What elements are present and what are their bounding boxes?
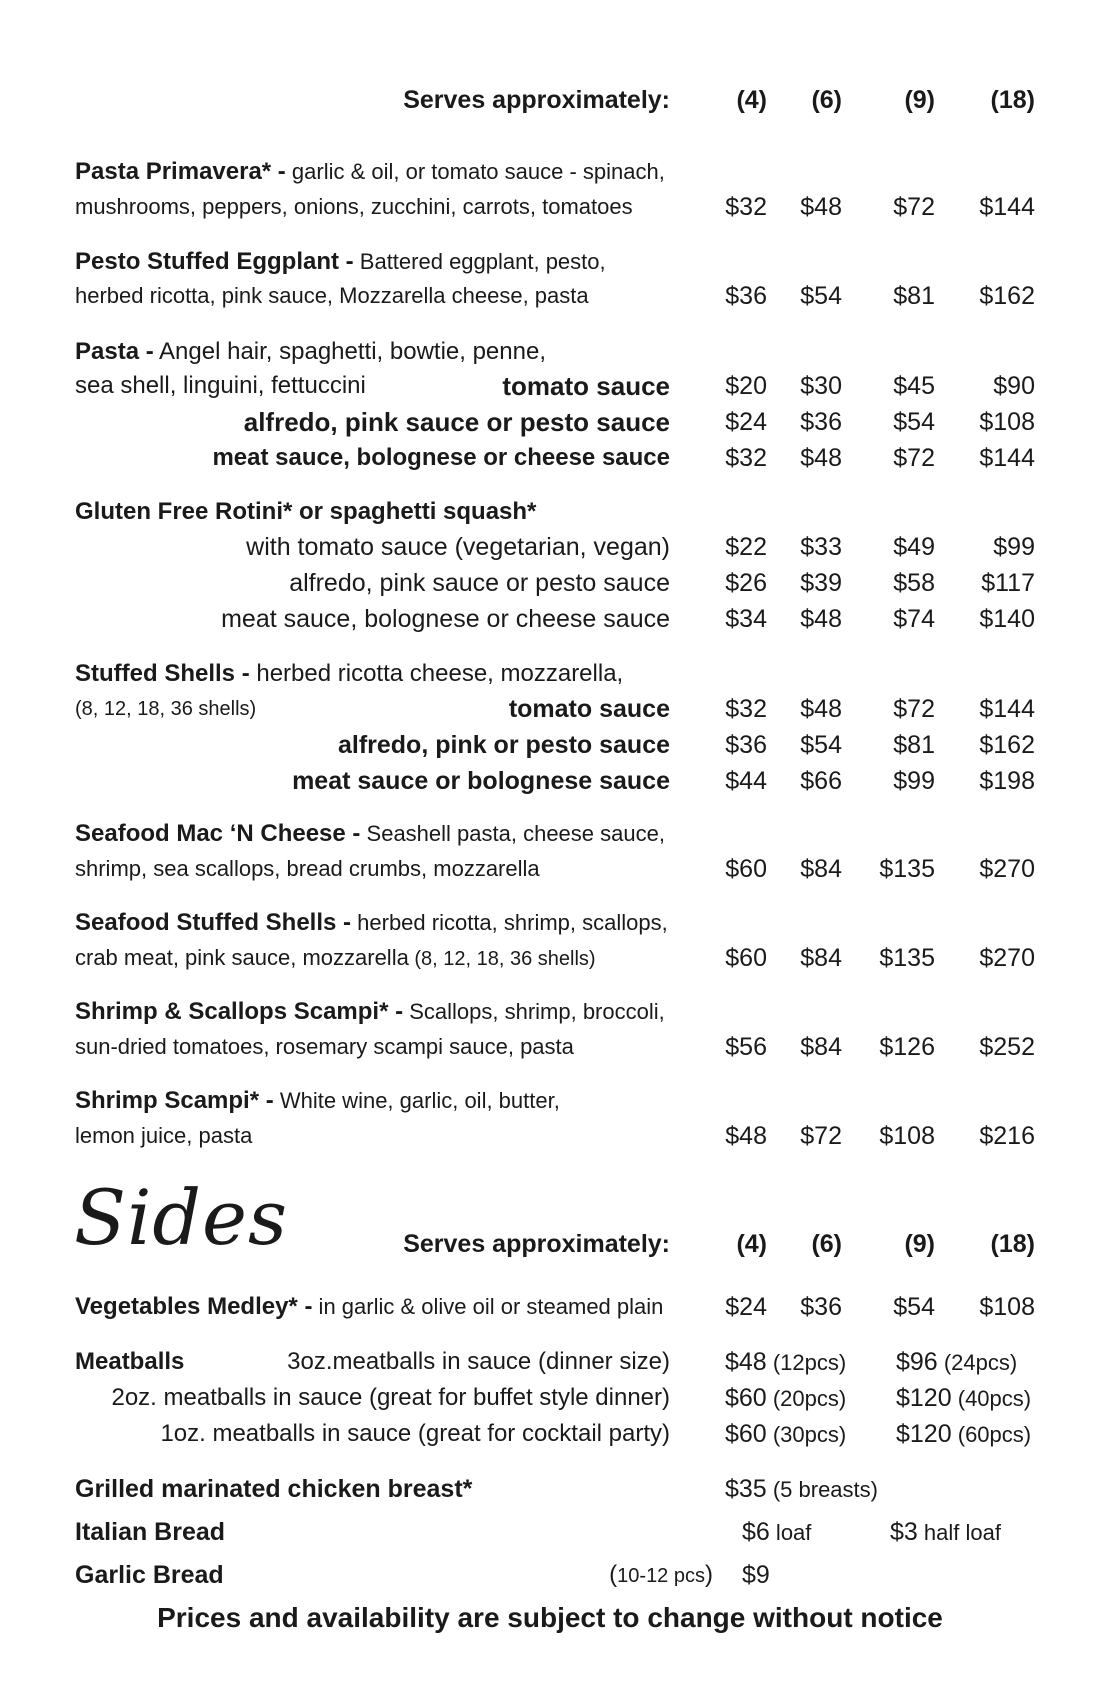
variant-label: meat sauce, bolognese or cheese sauce: [212, 444, 670, 471]
price: $198: [979, 767, 1035, 795]
price: $108: [979, 408, 1035, 436]
item-name: Shrimp & Scallops Scampi* -: [75, 998, 404, 1025]
price: $58: [893, 569, 935, 597]
item-desc: herbed ricotta, shrimp, scallops,: [351, 910, 668, 935]
item-desc-small: (8, 12, 18, 36 shells): [408, 948, 596, 970]
meatball-option: 1oz. meatballs in sauce (great for cocktail party): [160, 1420, 670, 1447]
qty: (60pcs): [951, 1422, 1032, 1447]
price: $22: [725, 533, 767, 561]
price: $39: [800, 569, 842, 597]
item-desc: in garlic & olive oil or steamed plain: [312, 1294, 664, 1319]
price: $44: [725, 767, 767, 795]
price: $84: [800, 944, 842, 972]
price: $54: [800, 731, 842, 759]
price: $36: [725, 731, 767, 759]
price: $120: [896, 1384, 952, 1412]
price: $48: [725, 1348, 767, 1376]
price: $144: [979, 695, 1035, 723]
price: $56: [725, 1033, 767, 1061]
variant-label: with tomato sauce (vegetarian, vegan): [246, 533, 670, 561]
price: $33: [800, 533, 842, 561]
price: $66: [800, 767, 842, 795]
price: $54: [800, 282, 842, 310]
item-name: Vegetables Medley* -: [75, 1293, 313, 1320]
price: $36: [725, 282, 767, 310]
price: $144: [979, 193, 1035, 221]
size-col-2: (6): [811, 1230, 842, 1258]
price: $117: [981, 569, 1035, 597]
item-name: Pesto Stuffed Eggplant -: [75, 248, 354, 275]
qty: (24pcs): [937, 1350, 1018, 1375]
size-col-4: (18): [990, 86, 1035, 114]
variant-label: meat sauce, bolognese or cheese sauce: [221, 605, 670, 633]
price: $72: [893, 193, 935, 221]
price: $26: [725, 569, 767, 597]
item-desc: White wine, garlic, oil, butter,: [273, 1088, 560, 1113]
price: $36: [800, 1293, 842, 1321]
price: $48: [800, 444, 842, 472]
size-col-1: (4): [736, 1230, 767, 1258]
price: $108: [879, 1122, 935, 1150]
price: $135: [879, 944, 935, 972]
item-name: Gluten Free Rotini* or spaghetti squash*: [75, 498, 537, 525]
price: $60: [725, 855, 767, 883]
item-name: Pasta -: [75, 338, 154, 365]
item-name: Italian Bread: [75, 1518, 226, 1546]
variant-label: tomato sauce: [502, 371, 670, 401]
price: $81: [893, 282, 935, 310]
item-desc: (8, 12, 18, 36 shells): [75, 698, 257, 720]
price: $32: [725, 193, 767, 221]
price: $81: [893, 731, 935, 759]
side-item-italian-bread: [0, 1516, 1100, 1556]
sides-serves-header-row: [0, 1228, 1100, 1268]
price: $24: [725, 408, 767, 436]
item-name: Meatballs: [75, 1348, 185, 1375]
price: $140: [979, 605, 1035, 633]
item-name: Stuffed Shells -: [75, 660, 250, 687]
price: $126: [879, 1033, 935, 1061]
price: $54: [893, 1293, 935, 1321]
item-desc: Scallops, shrimp, broccoli,: [403, 999, 665, 1024]
price: $34: [725, 605, 767, 633]
price: $99: [993, 533, 1035, 561]
side-item-vegetables-medley: [0, 1291, 1100, 1331]
price: $48: [800, 695, 842, 723]
price: $96: [896, 1348, 938, 1376]
item-name: Seafood Mac ‘N Cheese -: [75, 820, 361, 847]
unit: loaf: [769, 1520, 812, 1545]
price: $20: [725, 372, 767, 400]
item-name: Garlic Bread: [75, 1561, 224, 1589]
serves-label: Serves approximately:: [403, 86, 670, 114]
qty: (5 breasts): [766, 1477, 878, 1502]
item-desc: Battered eggplant, pesto,: [353, 249, 606, 274]
unit: half loaf: [917, 1520, 1001, 1545]
price: $99: [893, 767, 935, 795]
price: $72: [893, 444, 935, 472]
price: $9: [742, 1561, 770, 1589]
item-desc: garlic & oil, or tomato sauce - spinach,: [285, 159, 665, 184]
meatball-option: 2oz. meatballs in sauce (great for buffet style dinner): [111, 1384, 670, 1411]
size-col-3: (9): [904, 86, 935, 114]
price: $135: [879, 855, 935, 883]
item-desc: sea shell, linguini, fettuccini: [75, 372, 366, 399]
price: $72: [893, 695, 935, 723]
variant-label: tomato sauce: [508, 695, 670, 723]
variant-label: meat sauce or bolognese sauce: [292, 767, 670, 795]
variant-label: alfredo, pink sauce or pesto sauce: [243, 407, 670, 437]
price: $216: [979, 1122, 1035, 1150]
sides-heading: Sides: [74, 1173, 288, 1262]
price: $162: [979, 731, 1035, 759]
price: $3: [890, 1518, 918, 1546]
variant-label: alfredo, pink sauce or pesto sauce: [289, 569, 670, 597]
serves-header-row: [0, 84, 1100, 124]
size-col-4: (18): [990, 1230, 1035, 1258]
price: $270: [979, 944, 1035, 972]
paren-close: ): [705, 1561, 713, 1588]
price: $84: [800, 1033, 842, 1061]
side-item-chicken: [0, 1473, 1100, 1513]
price: $90: [993, 372, 1035, 400]
size-col-2: (6): [811, 86, 842, 114]
price: $270: [979, 855, 1035, 883]
item-name: Shrimp Scampi* -: [75, 1087, 274, 1114]
price: $60: [725, 1420, 767, 1448]
size-col-1: (4): [736, 86, 767, 114]
price: $72: [800, 1122, 842, 1150]
qty: (40pcs): [951, 1386, 1032, 1411]
price: $144: [979, 444, 1035, 472]
price: $162: [979, 282, 1035, 310]
price: $60: [725, 1384, 767, 1412]
qty: (12pcs): [766, 1350, 847, 1375]
side-item-garlic-bread: [0, 1559, 1100, 1599]
qty: (20pcs): [766, 1386, 847, 1411]
item-desc: herbed ricotta cheese, mozzarella,: [249, 660, 624, 687]
qty: (30pcs): [766, 1422, 847, 1447]
size-col-3: (9): [904, 1230, 935, 1258]
item-desc: shrimp, sea scallops, bread crumbs, mozzarella: [75, 856, 540, 881]
item-name: Seafood Stuffed Shells -: [75, 909, 352, 936]
price: $120: [896, 1420, 952, 1448]
price: $54: [893, 408, 935, 436]
variant-label: alfredo, pink or pesto sauce: [337, 731, 670, 759]
price: $6: [742, 1518, 770, 1546]
price: $48: [800, 193, 842, 221]
price: $35: [725, 1475, 767, 1503]
meatball-option: 3oz.meatballs in sauce (dinner size): [287, 1348, 670, 1375]
qty: 10-12 pcs: [617, 1565, 705, 1587]
price: $24: [725, 1293, 767, 1321]
price: $48: [800, 605, 842, 633]
item-name: Grilled marinated chicken breast*: [75, 1475, 473, 1503]
price: $32: [725, 444, 767, 472]
paren-open: (: [609, 1561, 618, 1588]
price: $74: [893, 605, 935, 633]
price: $49: [893, 533, 935, 561]
price: $252: [979, 1033, 1035, 1061]
price: $60: [725, 944, 767, 972]
serves-label: Serves approximately:: [403, 1230, 670, 1258]
item-desc: mushrooms, peppers, onions, zucchini, carrots, tomatoes: [75, 194, 633, 219]
price: $45: [893, 372, 935, 400]
price: $48: [725, 1122, 767, 1150]
item-desc: crab meat, pink sauce, mozzarella: [75, 945, 409, 970]
price: $36: [800, 408, 842, 436]
item-name: Pasta Primavera* -: [75, 158, 286, 185]
item-desc: lemon juice, pasta: [75, 1123, 253, 1148]
item-desc: sun-dried tomatoes, rosemary scampi sauce, pasta: [75, 1034, 574, 1059]
price: $30: [800, 372, 842, 400]
price: $32: [725, 695, 767, 723]
price: $84: [800, 855, 842, 883]
footer-notice: Prices and availability are subject to change without notice: [157, 1602, 943, 1633]
price: $108: [979, 1293, 1035, 1321]
item-desc: Angel hair, spaghetti, bowtie, penne,: [153, 338, 546, 365]
item-desc: herbed ricotta, pink sauce, Mozzarella cheese, pasta: [75, 283, 589, 308]
item-desc: Seashell pasta, cheese sauce,: [360, 821, 665, 846]
